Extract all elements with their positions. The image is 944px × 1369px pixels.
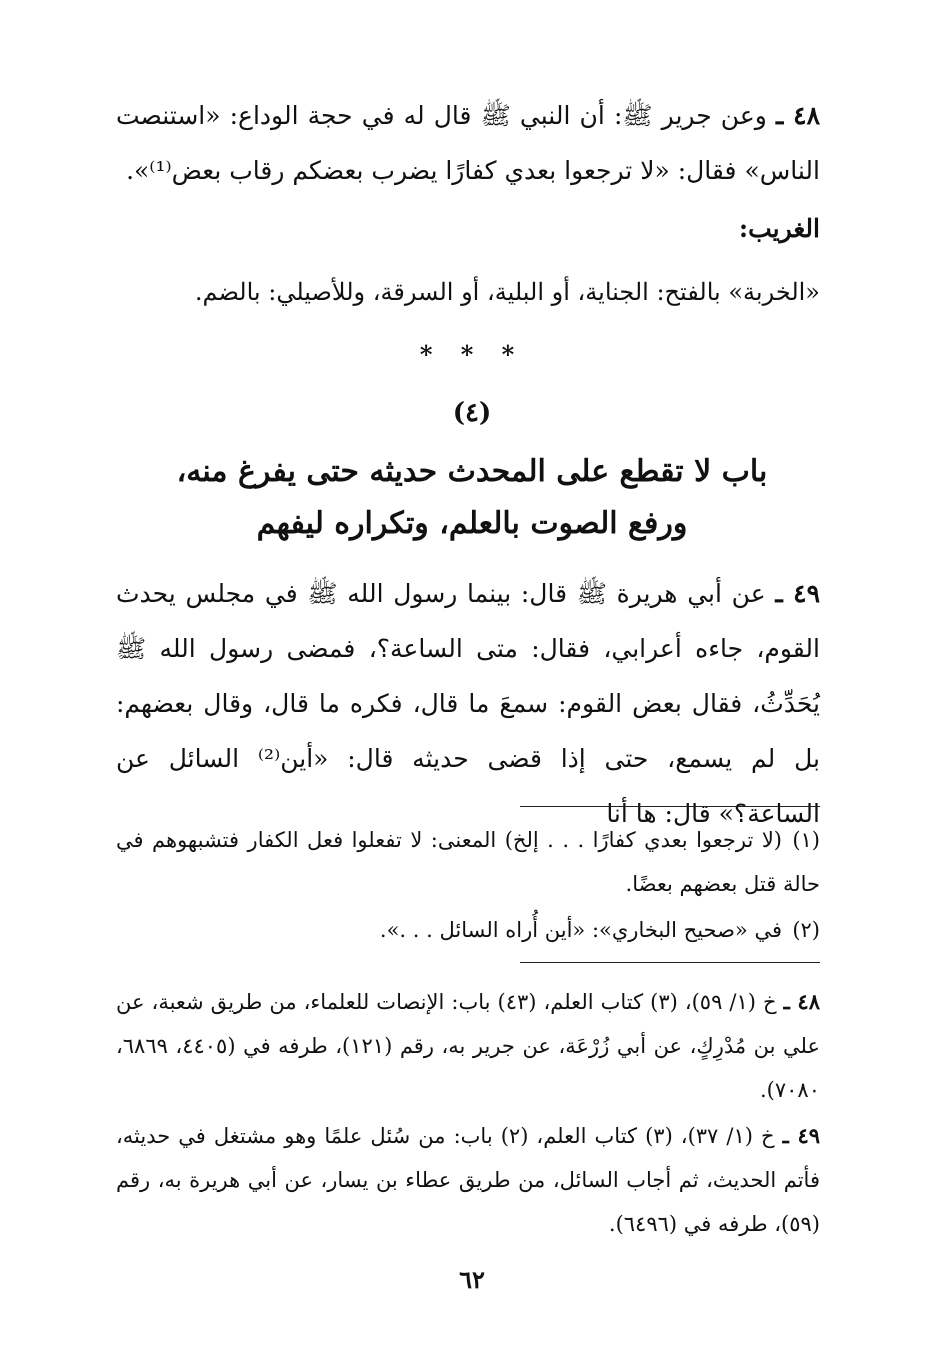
footnote-2 [116, 908, 820, 952]
footnote-1-mark: (١) [792, 828, 820, 852]
takhrij-divider [520, 962, 820, 963]
footnote-1 [116, 818, 820, 906]
chapter-number: (٤) [452, 398, 492, 428]
footnote-2-mark: (٢) [792, 918, 820, 942]
takhrij-48-mark: ٤٨ ـ [783, 989, 820, 1014]
hadith-48-text: وعن جرير ﷺ: أن النبي ﷺ قال له في حجة الوداع: «استنصت الناس» فقال: «لا ترجعوا بعدي كفارًا يضرب بعضكم رقاب بعض⁽¹⁾». [116, 101, 820, 185]
footnote-2-text: في «صحيح البخاري»: «أين أُراه السائل . . .». [379, 918, 782, 942]
page-number: ٦٢ [459, 1265, 485, 1294]
takhrij-48-text: خ (١/ ٥٩)، (٣) كتاب العلم، (٤٣) باب: الإنصات للعلماء، من طريق شعبة، عن علي بن مُدْرِكٍ، عن أبي زُرْعَة، عن جرير به، رقم (١٢١)، طرفه في (٤٤٠٥، ٦٨٦٩، ٧٠٨٠). [116, 990, 820, 1102]
hadith-49-number: ٤٩ ـ [775, 579, 820, 608]
footnote-1-text: (لا ترجعوا بعدي كفارًا . . . إلخ) المعنى: لا تفعلوا فعل الكفار فتشبهوهم في حالة قتل بعضهم بعضًا. [116, 828, 820, 896]
hadith-48 [116, 88, 820, 198]
hadith-48-number: ٤٨ ـ [775, 101, 821, 130]
chapter-title [0, 446, 944, 550]
gharib-heading: الغريب: [738, 214, 820, 243]
takhrij-49-text: خ (١/ ٣٧)، (٣) كتاب العلم، (٢) باب: من سُئل علمًا وهو مشتغل في حديثه، فأتم الحديث، ثم أجاب السائل، من طريق عطاء بن يسار، عن أبي هريرة به، رقم (٥٩)، طرفه في (٦٤٩٦). [116, 1124, 820, 1236]
takhrij-48 [116, 980, 820, 1112]
chapter-title-line-1: باب لا تقطع على المحدث حديثه حتى يفرغ منه، [176, 454, 768, 489]
chapter-title-line-2: ورفع الصوت بالعلم، وتكراره ليفهم [256, 506, 688, 541]
takhrij-49 [116, 1114, 820, 1246]
hadith-49-text: عن أبي هريرة ﷺ قال: بينما رسول الله ﷺ في مجلس يحدث القوم، جاءه أعرابي، فقال: متى الساعة؟، فمضى رسول الله ﷺ يُحَدِّثُ، فقال بعض القوم: سمعَ ما قال، فكره ما قال، وقال بعضهم: بل لم يسمع، حتى إذا قضى حديثه قال: «أين⁽²⁾ السائل عن الساعة؟» قال: ها أنا [116, 579, 820, 828]
footnote-divider [520, 806, 820, 807]
takhrij-49-mark: ٤٩ ـ [782, 1123, 820, 1148]
gharib-definition: «الخربة» بالفتح: الجناية، أو البلية، أو السرقة، وللأصيلي: بالضم. [194, 278, 820, 306]
hadith-49 [116, 566, 820, 841]
section-separator: * * * [419, 340, 525, 369]
